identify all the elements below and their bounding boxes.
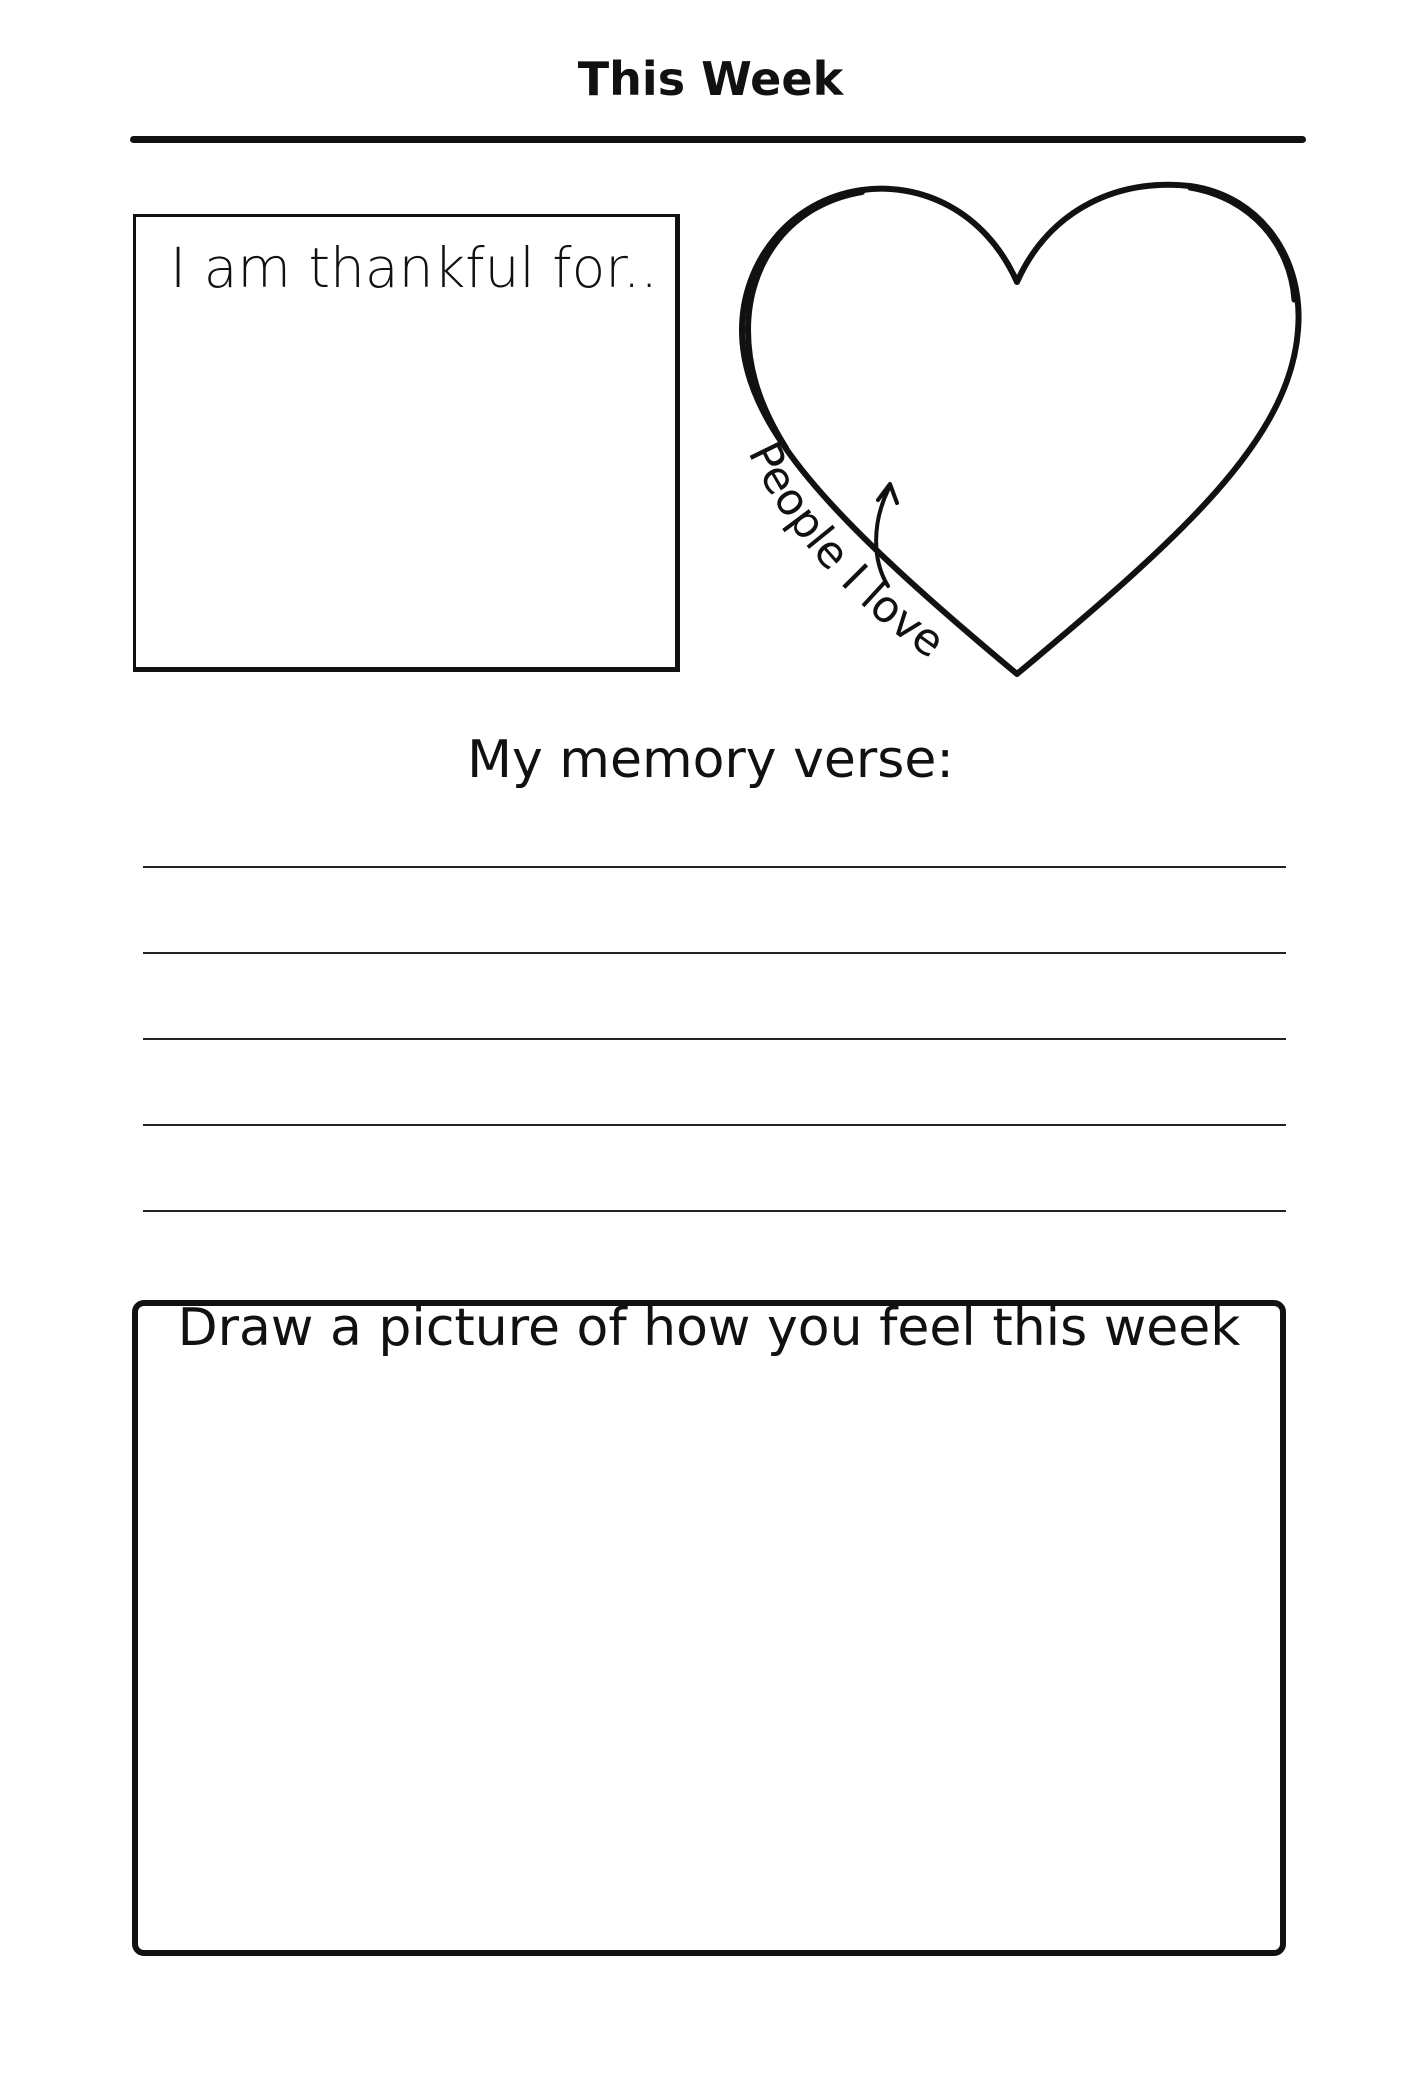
drawing-box[interactable] (132, 1300, 1286, 1956)
drawing-label: Draw a picture of how you feel this week (177, 1298, 1241, 1358)
people-i-love-label: People I love (737, 434, 954, 669)
heart-icon[interactable] (720, 170, 1340, 710)
writing-line-3[interactable] (143, 1038, 1286, 1040)
title-divider (130, 136, 1306, 143)
memory-verse-label: My memory verse: (467, 730, 954, 790)
writing-line-5[interactable] (143, 1210, 1286, 1212)
writing-line-4[interactable] (143, 1124, 1286, 1126)
heart-outline-accent (748, 192, 862, 448)
page-title: This Week (577, 52, 844, 106)
writing-line-1[interactable] (143, 866, 1286, 868)
thankful-label: I am thankful for.. (170, 236, 658, 300)
heart-outline (742, 185, 1299, 674)
writing-line-2[interactable] (143, 952, 1286, 954)
